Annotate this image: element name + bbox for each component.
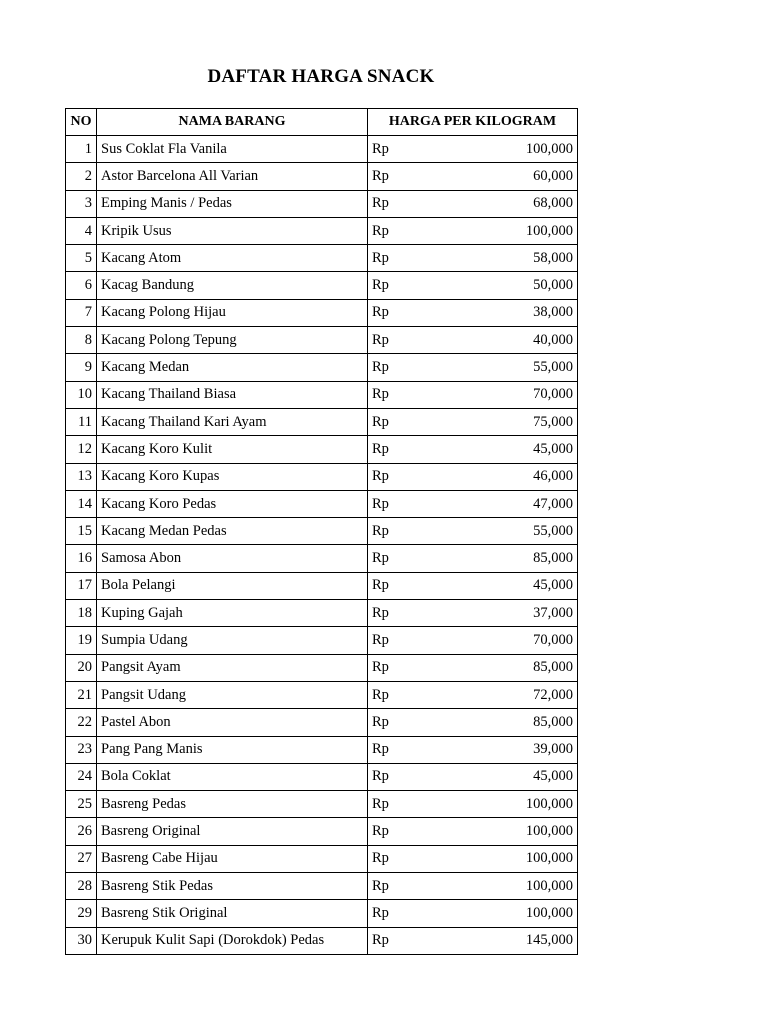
currency-label: Rp [372,522,389,539]
item-name: Sus Coklat Fla Vanila [97,136,368,163]
table-row [66,600,578,627]
row-number: 6 [66,272,97,299]
item-name: Basreng Stik Original [97,900,368,927]
row-number: 9 [66,354,97,381]
table-row [66,654,578,681]
price-value: 85,000 [533,713,573,730]
item-price-cell [368,791,578,818]
row-number: 19 [66,627,97,654]
item-price-cell [368,463,578,490]
currency-label: Rp [372,713,389,730]
row-number: 12 [66,436,97,463]
table-row [66,245,578,272]
row-number: 5 [66,245,97,272]
currency-label: Rp [372,850,389,867]
table-row [66,354,578,381]
item-name: Kacag Bandung [97,272,368,299]
row-number: 8 [66,327,97,354]
table-row [66,272,578,299]
currency-label: Rp [372,741,389,758]
table-row [66,408,578,435]
row-number: 1 [66,136,97,163]
row-number: 27 [66,845,97,872]
currency-label: Rp [372,440,389,457]
table-row [66,763,578,790]
item-price-cell [368,163,578,190]
item-price-cell [368,354,578,381]
row-number: 15 [66,518,97,545]
currency-label: Rp [372,413,389,430]
item-name: Kripik Usus [97,217,368,244]
item-name: Pang Pang Manis [97,736,368,763]
price-table [65,108,578,955]
item-price-cell [368,245,578,272]
table-body [66,136,578,955]
currency-label: Rp [372,550,389,567]
table-row [66,490,578,517]
item-price-cell [368,845,578,872]
currency-label: Rp [372,386,389,403]
row-number: 17 [66,572,97,599]
item-name: Bola Pelangi [97,572,368,599]
currency-label: Rp [372,277,389,294]
currency-label: Rp [372,631,389,648]
item-price-cell [368,490,578,517]
price-value: 145,000 [525,932,573,949]
table-row [66,190,578,217]
item-name: Pastel Abon [97,709,368,736]
currency-label: Rp [372,195,389,212]
table-row [66,709,578,736]
currency-label: Rp [372,140,389,157]
table-row [66,518,578,545]
row-number: 22 [66,709,97,736]
table-row [66,327,578,354]
row-number: 16 [66,545,97,572]
price-value: 45,000 [533,768,573,785]
row-number: 28 [66,873,97,900]
price-value: 45,000 [533,440,573,457]
item-name: Pangsit Udang [97,681,368,708]
row-number: 18 [66,600,97,627]
table-row [66,217,578,244]
price-value: 100,000 [525,823,573,840]
price-value: 58,000 [533,249,573,266]
item-price-cell [368,709,578,736]
item-name: Kacang Polong Hijau [97,299,368,326]
item-price-cell [368,736,578,763]
item-price-cell [368,572,578,599]
price-value: 100,000 [525,795,573,812]
row-number: 4 [66,217,97,244]
item-name: Astor Barcelona All Varian [97,163,368,190]
item-price-cell [368,381,578,408]
item-price-cell [368,136,578,163]
price-value: 85,000 [533,659,573,676]
item-name: Sumpia Udang [97,627,368,654]
price-value: 75,000 [533,413,573,430]
table-row [66,545,578,572]
table-row [66,436,578,463]
item-price-cell [368,518,578,545]
row-number: 14 [66,490,97,517]
table-row [66,463,578,490]
price-value: 38,000 [533,304,573,321]
row-number: 11 [66,408,97,435]
item-name: Samosa Abon [97,545,368,572]
currency-label: Rp [372,659,389,676]
table-row [66,845,578,872]
item-name: Kacang Atom [97,245,368,272]
item-price-cell [368,627,578,654]
table-row [66,299,578,326]
price-value: 100,000 [525,222,573,239]
item-name: Emping Manis / Pedas [97,190,368,217]
item-price-cell [368,927,578,954]
header-no: NO [66,109,97,136]
currency-label: Rp [372,877,389,894]
price-value: 37,000 [533,604,573,621]
item-name: Basreng Stik Pedas [97,873,368,900]
item-name: Basreng Cabe Hijau [97,845,368,872]
table-row [66,736,578,763]
currency-label: Rp [372,249,389,266]
row-number: 10 [66,381,97,408]
item-price-cell [368,600,578,627]
item-price-cell [368,272,578,299]
price-value: 40,000 [533,331,573,348]
header-name: NAMA BARANG [97,109,368,136]
table-row [66,818,578,845]
item-name: Kuping Gajah [97,600,368,627]
currency-label: Rp [372,686,389,703]
item-price-cell [368,217,578,244]
item-price-cell [368,763,578,790]
price-value: 68,000 [533,195,573,212]
page-title: DAFTAR HARGA SNACK [207,66,435,87]
item-price-cell [368,327,578,354]
row-number: 2 [66,163,97,190]
currency-label: Rp [372,304,389,321]
price-value: 47,000 [533,495,573,512]
currency-label: Rp [372,932,389,949]
item-name: Basreng Original [97,818,368,845]
item-name: Kacang Medan Pedas [97,518,368,545]
item-name: Bola Coklat [97,763,368,790]
currency-label: Rp [372,604,389,621]
price-value: 46,000 [533,468,573,485]
item-price-cell [368,299,578,326]
price-value: 45,000 [533,577,573,594]
row-number: 7 [66,299,97,326]
currency-label: Rp [372,359,389,376]
item-price-cell [368,654,578,681]
price-value: 70,000 [533,631,573,648]
table-row [66,900,578,927]
item-price-cell [368,190,578,217]
row-number: 30 [66,927,97,954]
currency-label: Rp [372,331,389,348]
item-name: Pangsit Ayam [97,654,368,681]
row-number: 13 [66,463,97,490]
item-name: Kacang Koro Pedas [97,490,368,517]
row-number: 25 [66,791,97,818]
table-row [66,627,578,654]
price-value: 100,000 [525,904,573,921]
header-price: HARGA PER KILOGRAM [368,109,578,136]
item-name: Kacang Thailand Biasa [97,381,368,408]
table-row [66,927,578,954]
price-value: 100,000 [525,850,573,867]
price-value: 55,000 [533,359,573,376]
table-row [66,681,578,708]
price-value: 100,000 [525,140,573,157]
currency-label: Rp [372,468,389,485]
table-row [66,136,578,163]
price-value: 55,000 [533,522,573,539]
row-number: 3 [66,190,97,217]
currency-label: Rp [372,823,389,840]
price-value: 60,000 [533,167,573,184]
item-price-cell [368,436,578,463]
item-name: Kacang Medan [97,354,368,381]
table-row [66,381,578,408]
table-row [66,163,578,190]
table-row [66,791,578,818]
table-row [66,572,578,599]
currency-label: Rp [372,577,389,594]
row-number: 26 [66,818,97,845]
currency-label: Rp [372,904,389,921]
currency-label: Rp [372,167,389,184]
item-price-cell [368,545,578,572]
price-value: 70,000 [533,386,573,403]
item-price-cell [368,408,578,435]
item-price-cell [368,873,578,900]
price-value: 50,000 [533,277,573,294]
price-value: 85,000 [533,550,573,567]
currency-label: Rp [372,222,389,239]
price-value: 72,000 [533,686,573,703]
currency-label: Rp [372,768,389,785]
row-number: 20 [66,654,97,681]
table-header-row [66,109,578,136]
table-row [66,873,578,900]
item-price-cell [368,818,578,845]
row-number: 21 [66,681,97,708]
item-name: Kerupuk Kulit Sapi (Dorokdok) Pedas [97,927,368,954]
row-number: 24 [66,763,97,790]
item-price-cell [368,900,578,927]
item-name: Kacang Thailand Kari Ayam [97,408,368,435]
item-name: Kacang Koro Kulit [97,436,368,463]
row-number: 23 [66,736,97,763]
currency-label: Rp [372,495,389,512]
price-value: 100,000 [525,877,573,894]
price-value: 39,000 [533,741,573,758]
item-price-cell [368,681,578,708]
row-number: 29 [66,900,97,927]
item-name: Kacang Koro Kupas [97,463,368,490]
item-name: Kacang Polong Tepung [97,327,368,354]
item-name: Basreng Pedas [97,791,368,818]
currency-label: Rp [372,795,389,812]
